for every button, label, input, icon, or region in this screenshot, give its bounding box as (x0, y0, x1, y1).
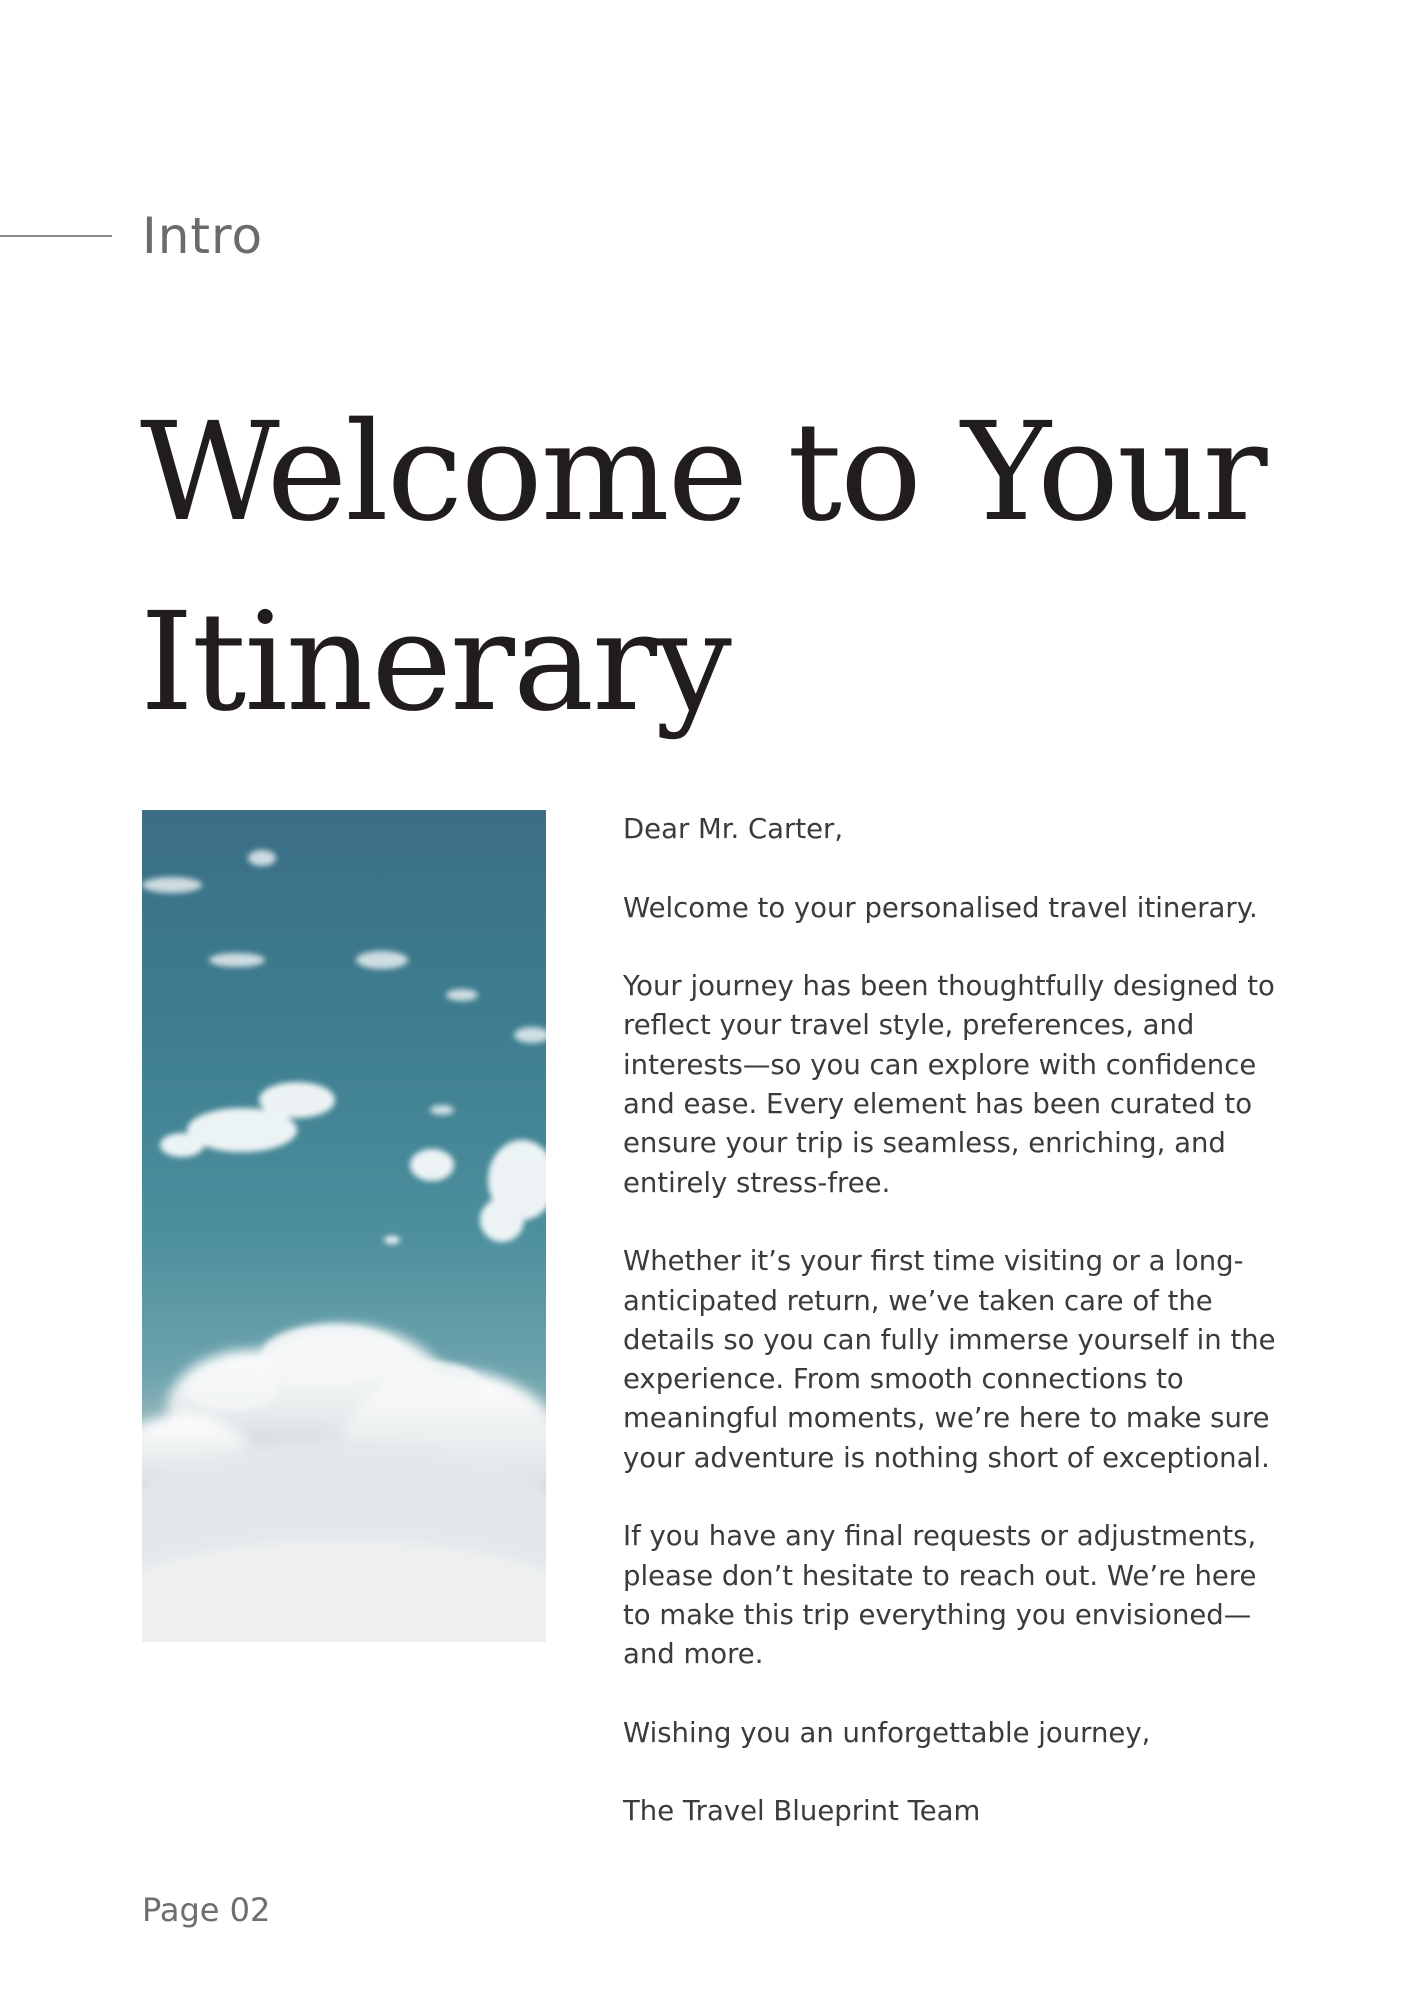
sky-clouds-illustration (142, 810, 546, 1642)
section-divider-line (0, 235, 112, 237)
page-title (140, 378, 1320, 758)
page-number: Page 02 (142, 1891, 271, 1929)
page-title-line-2: Itinerary (140, 584, 730, 742)
letter-salutation: Dear Mr. Carter, (623, 813, 844, 845)
letter-signature: The Travel Blueprint Team (623, 1795, 981, 1828)
letter-paragraph: If you have any final requests or adjustments, please don’t hesitate to reach out. We’re here to make this trip everything you envisioned—and more. (623, 1520, 1257, 1671)
letter-paragraph: Your journey has been thoughtfully designed to reflect your travel style, preferences, and interests—so you can explore with confidence and ease. Every element has been curated to ensure your trip is seamless, enriching, and entirely stress-free. (623, 970, 1275, 1199)
page-title-line-1: Welcome to Your (140, 394, 1266, 552)
letter-paragraph: Welcome to your personalised travel itinerary. (623, 891, 1258, 924)
welcome-letter (623, 810, 1283, 1832)
sky-clouds-photo (142, 810, 546, 1642)
section-label: Intro (142, 207, 264, 265)
letter-closing: Wishing you an unforgettable journey, (623, 1716, 1151, 1749)
letter-paragraph: Whether it’s your first time visiting or a long-anticipated return, we’ve taken care of the details so you can fully immerse yourself in the experience. From smooth connections to meaningful moments, we’re here to make sure your adventure is nothing short of exceptional. (623, 1245, 1276, 1474)
section-header (0, 206, 264, 266)
